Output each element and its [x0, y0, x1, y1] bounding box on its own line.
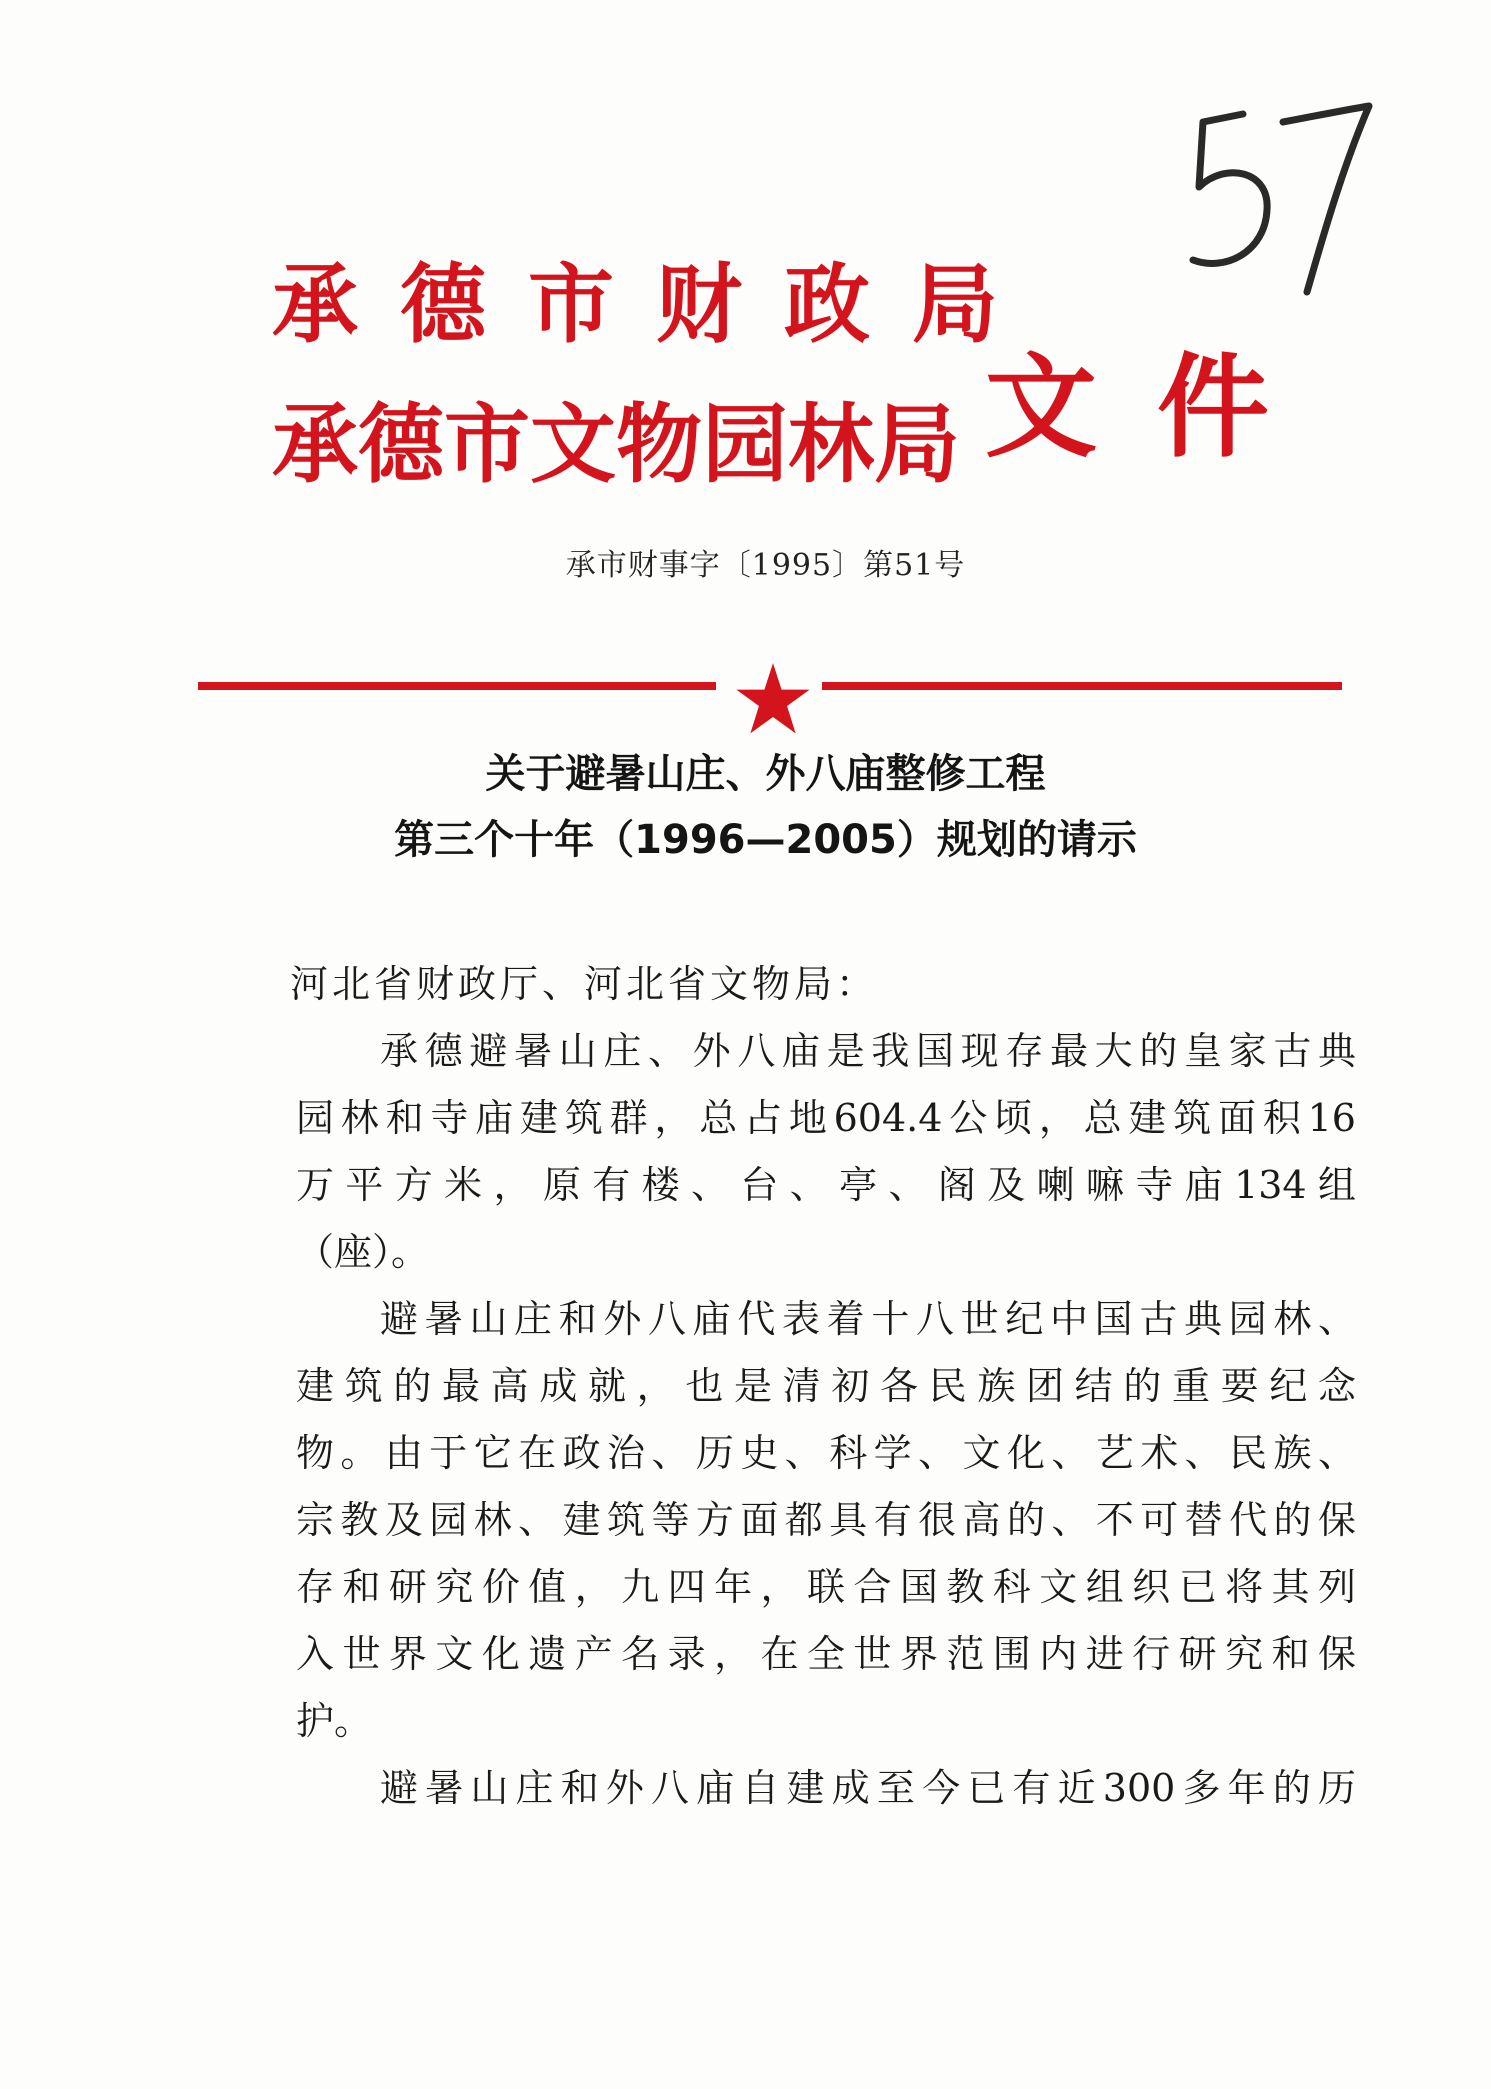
document-title-line-1: 关于避暑山庄、外八庙整修工程 [485, 751, 1046, 797]
body-line: 避暑山庄和外八庙自建成至今已有近300多年的历 [380, 1766, 1356, 1810]
body-line: 物。由于它在政治、历史、科学、文化、艺术、民族、 [296, 1431, 1356, 1475]
body-line: 园林和寺庙建筑群，总占地604.4公顷，总建筑面积16 [296, 1096, 1356, 1140]
body-line: 存和研究价值，九四年，联合国教科文组织已将其列 [296, 1565, 1356, 1609]
addressee: 河北省财政厅、河北省文物局： [290, 962, 879, 1006]
document-title-line-2: 第三个十年（1996—2005）规划的请示 [394, 817, 1137, 863]
issuing-org-cultural-relics-bureau: 承德市文物园林局 [272, 394, 960, 495]
issuing-org-finance-bureau: 承德市财政局 [272, 254, 1040, 355]
red-divider-right [822, 682, 1342, 690]
red-star-icon [734, 660, 812, 738]
red-divider-left [198, 682, 716, 690]
body-line: 护。 [296, 1699, 373, 1743]
body-line: （座）。 [296, 1230, 430, 1274]
handwritten-page-number [1185, 92, 1375, 302]
document-type-label: 文件 [985, 342, 1329, 473]
body-line: 万平方米，原有楼、台、亭、阁及喇嘛寺庙134组 [296, 1163, 1356, 1207]
body-line: 建筑的最高成就，也是清初各民族团结的重要纪念 [296, 1364, 1356, 1408]
document-number: 承市财事字〔1995〕第51号 [565, 548, 966, 583]
body-line: 宗教及园林、建筑等方面都具有很高的、不可替代的保 [296, 1498, 1356, 1542]
body-line: 避暑山庄和外八庙代表着十八世纪中国古典园林、 [380, 1297, 1356, 1341]
body-line: 入世界文化遗产名录，在全世界范围内进行研究和保 [296, 1632, 1356, 1676]
body-line: 承德避暑山庄、外八庙是我国现存最大的皇家古典 [380, 1029, 1356, 1073]
